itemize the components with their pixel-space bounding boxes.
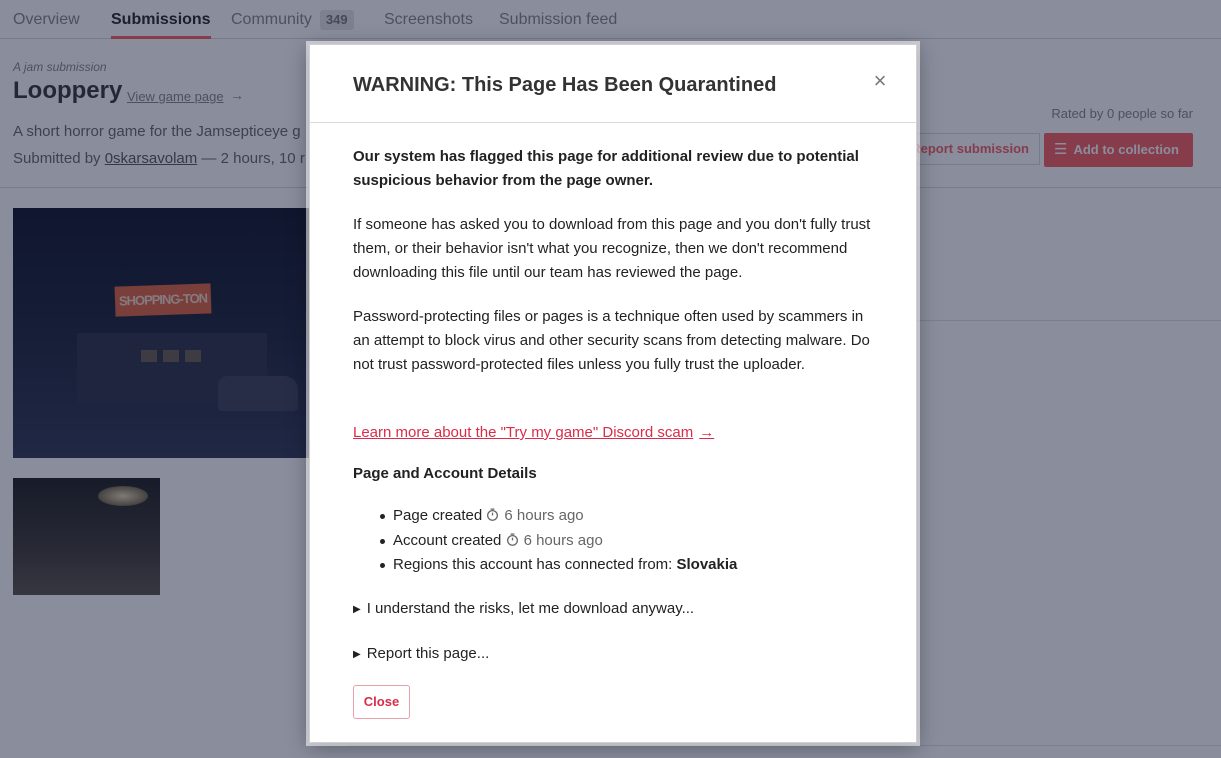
account-created-time: 6 hours ago [523,531,603,549]
close-button[interactable]: Close [353,685,410,719]
details-list [353,504,873,578]
clock-icon [506,533,519,546]
dialog-title: WARNING: This Page Has Been Quarantined [353,74,777,96]
flagged-notice: Our system has flagged this page for additional review due to potential suspicious behavior from the page owner. [353,148,859,189]
page-created-time: 6 hours ago [504,507,584,524]
triangle-right-icon: ▶ [353,604,361,615]
page-created-value [486,507,583,524]
clock-icon [486,508,499,521]
close-icon[interactable]: × [873,68,887,93]
list-item [353,553,873,578]
account-created-value [506,532,603,549]
download-anyway-label: I understand the risks, let me download anyway... [366,600,695,617]
password-warning: Password-protecting files or pages is a technique often used by scammers in an attempt to block virus and other security scans from detecting malware. Do not trust password-protected files unless you fully trust the uploader. [353,308,870,373]
details-heading: Page and Account Details [353,465,537,482]
quarantine-warning-dialog [309,44,917,743]
regions-label: Regions this account has connected from: [393,556,677,573]
learn-more-link[interactable] [353,421,714,445]
download-anyway-toggle[interactable] [353,597,694,622]
report-page-label: Report this page... [366,645,490,662]
report-page-toggle[interactable] [353,642,489,667]
list-item [353,529,873,554]
regions-value: Slovakia [676,556,738,573]
page-created-label: Page created [393,507,483,524]
trust-warning: If someone has asked you to download from this page and you don't fully trust them, or their behavior isn't what you recognize, then we don't recommend downloading this file until our team has reviewed the page. [353,216,871,281]
dialog-header [310,45,916,123]
learn-more-label: Learn more about the "Try my game" Discord scam [353,424,694,441]
triangle-right-icon: ▶ [353,649,361,660]
list-item [353,504,873,529]
arrow-right-icon: → [699,424,715,441]
account-created-label: Account created [393,531,502,549]
